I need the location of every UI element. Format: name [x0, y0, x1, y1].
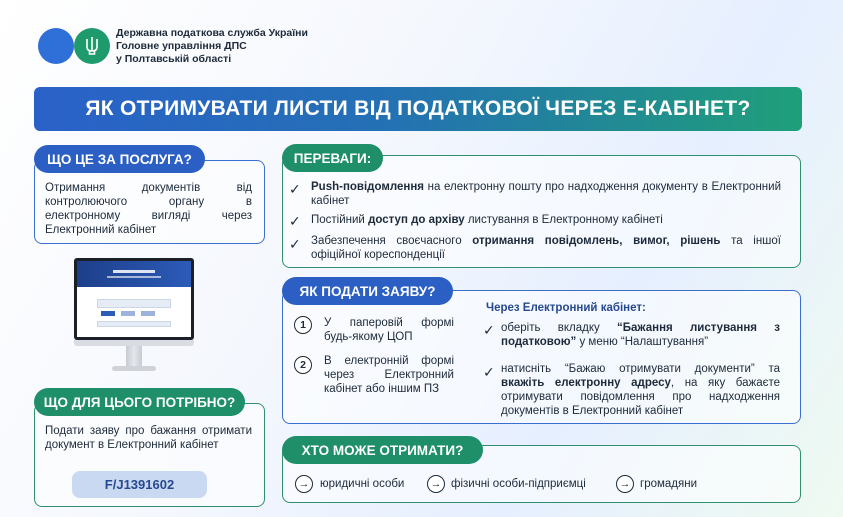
logo-green-circle — [74, 28, 110, 64]
needed-heading: ЩО ДЛЯ ЦЬОГО ПОТРІБНО? — [34, 388, 245, 416]
advantage-text: Забезпечення своєчасного — [311, 235, 473, 247]
org-line-1: Державна податкова служба України — [116, 27, 308, 39]
service-heading: ЩО ЦЕ ЗА ПОСЛУГА? — [34, 145, 205, 173]
form-code-badge: F/J1391602 — [72, 471, 207, 498]
step-text: , на яку бажаєте отримувати повідомлення про надходження документів в Електронний кабінет — [501, 377, 780, 417]
cabinet-step-2 — [501, 362, 780, 418]
step-text: оберіть вкладку — [501, 322, 618, 334]
who-item: фізичні особи-підприємці — [451, 478, 586, 490]
advantage-bold: Push-повідомлення — [311, 181, 425, 193]
who-heading: ХТО МОЖЕ ОТРИМАТИ? — [282, 436, 483, 464]
arrow-right-icon: → — [616, 475, 634, 493]
arrow-right-icon: → — [427, 475, 445, 493]
page-title: ЯК ОТРИМУВАТИ ЛИСТИ ВІД ПОДАТКОВОЇ ЧЕРЕЗ Е-КАБІНЕТ? — [34, 87, 802, 131]
check-icon: ✓ — [483, 364, 495, 380]
monitor-screen — [74, 258, 194, 340]
step-number-2: 2 — [294, 356, 312, 374]
logo-blue-circle — [38, 28, 74, 64]
org-line-2: Головне управління ДПС — [116, 40, 247, 52]
advantage-text: на електронну пошту про надходження документу в Електронний кабінет — [311, 181, 781, 207]
org-line-3: у Полтавській області — [116, 53, 232, 65]
computer-monitor-illustration — [74, 258, 194, 376]
organization-name — [116, 27, 308, 66]
advantage-item — [311, 234, 781, 262]
check-icon: ✓ — [289, 181, 301, 197]
step-number-1: 1 — [294, 316, 312, 334]
check-icon: ✓ — [289, 236, 301, 252]
advantages-heading: ПЕРЕВАГИ: — [282, 144, 383, 172]
step-bold: “Бажання листування з податковою” — [501, 322, 780, 348]
apply-option-paper: У паперовій формі будь-якому ЦОП — [324, 317, 454, 343]
trident-icon — [84, 36, 100, 56]
apply-heading: ЯК ПОДАТИ ЗАЯВУ? — [282, 277, 453, 305]
advantage-item — [311, 180, 781, 208]
who-item: громадяни — [640, 478, 698, 490]
advantage-bold: доступ до архіву — [368, 214, 465, 226]
who-item: юридичні особи — [320, 478, 405, 490]
service-text: Отримання документів від контролюючого органу в електронному вигляді через Електронний кабінет — [45, 182, 252, 236]
cabinet-step-1 — [501, 321, 780, 349]
advantage-text: Постійний — [311, 214, 369, 226]
advantage-bold: отримання повідомлень, вимог, рішень — [472, 235, 721, 247]
dps-logo — [38, 28, 110, 64]
cabinet-title: Через Електронний кабінет: — [486, 302, 646, 314]
advantage-item — [311, 213, 781, 227]
advantage-text: та іншої офіційної кореспонденції — [311, 235, 781, 261]
needed-text: Подати заяву про бажання отримати документ в Електронний кабінет — [45, 425, 252, 451]
step-text: натисніть “Бажаю отримувати документи” та — [501, 363, 780, 375]
check-icon: ✓ — [289, 213, 301, 229]
arrow-right-icon: → — [295, 475, 313, 493]
apply-option-electronic: В електронній формі через Електронний кабінет або іншим ПЗ — [324, 355, 454, 395]
step-bold: вкажіть електронну адресу — [501, 377, 671, 389]
step-text: у меню “Налаштування” — [576, 336, 709, 348]
advantage-text: листування в Електронному кабінеті — [464, 214, 663, 226]
check-icon: ✓ — [483, 322, 495, 338]
